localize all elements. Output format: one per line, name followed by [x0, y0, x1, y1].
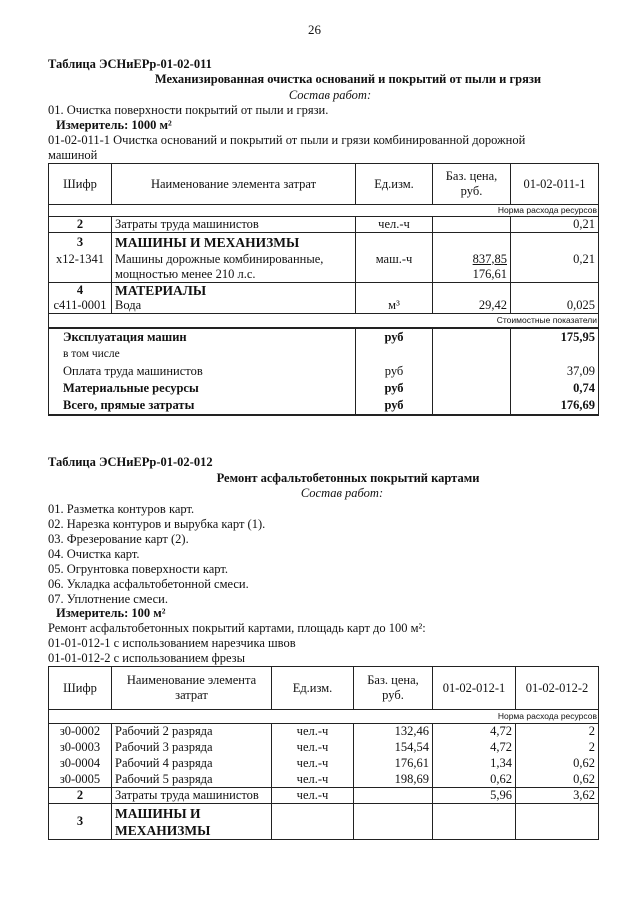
row-value2: 2 [516, 724, 599, 740]
table2-measure: Измеритель: 100 м² [56, 606, 166, 620]
row-value2: 2 [516, 740, 599, 756]
table2-works-heading: Состав работ: [300, 486, 384, 500]
row-name: Затраты труда машинистов [112, 217, 356, 233]
summary-name: в том числе [49, 346, 356, 363]
row-value1: 0,62 [433, 772, 516, 788]
table2-work-item: 06. Укладка асфальтобетонной смеси. [48, 577, 249, 591]
table-row [49, 740, 599, 756]
row-price [354, 788, 433, 804]
page-number: 26 [308, 22, 321, 37]
table1-works-heading: Состав работ: [288, 88, 372, 102]
header-name: Наименование элемента затрат [112, 667, 272, 710]
table-row [49, 217, 599, 233]
table1-title: Механизированная очистка оснований и покрытий от пыли и грязи [154, 72, 542, 86]
table2-work-item: 03. Фрезерование карт (2). [48, 532, 189, 546]
row-value2: 0,62 [516, 772, 599, 788]
row-price [433, 217, 511, 233]
section-title: МАШИНЫ И МЕХАНИЗМЫ [112, 233, 356, 252]
row-unit: чел.-ч [272, 756, 354, 772]
row-code: с411-0001 [49, 298, 112, 314]
summary-value: 175,95 [511, 328, 599, 346]
table-row [49, 282, 599, 298]
summary-name: Оплата труда машинистов [49, 363, 356, 380]
table2-header-row [49, 667, 599, 710]
cost-label-row [49, 314, 599, 329]
header-code: Шифр [49, 164, 112, 205]
row-code: 3 [49, 233, 112, 252]
table-row [49, 724, 599, 740]
table-row [49, 788, 599, 804]
table2-description: Ремонт асфальтобетонных покрытий картами, площадь карт до 100 м²: [48, 621, 426, 635]
row-value2: 3,62 [516, 788, 599, 804]
summary-name: Всего, прямые затраты [49, 397, 356, 415]
row-value1: 4,72 [433, 724, 516, 740]
table-row [49, 298, 599, 314]
row-code: з0-0003 [49, 740, 112, 756]
table2-work-item: 07. Уплотнение смеси. [48, 592, 168, 606]
row-price: 837,85 176,61 [433, 252, 511, 283]
row-value1: 4,72 [433, 740, 516, 756]
table2-work-item: 02. Нарезка контуров и вырубка карт (1). [48, 517, 266, 531]
row-unit: чел.-ч [272, 788, 354, 804]
summary-row [49, 346, 599, 363]
row-unit: чел.-ч [272, 724, 354, 740]
row-name: Машины дорожные комбинированные, мощностью менее 210 л.с. [112, 252, 356, 283]
summary-unit: руб [356, 328, 433, 346]
row-price: 132,46 [354, 724, 433, 740]
summary-row [49, 363, 599, 380]
summary-unit: руб [356, 380, 433, 397]
summary-row [49, 397, 599, 415]
norm-label-row [49, 205, 599, 217]
row-price: 29,42 [433, 298, 511, 314]
table-row [49, 772, 599, 788]
row-value1: 1,34 [433, 756, 516, 772]
row-value: 0,025 [511, 298, 599, 314]
row-name: Рабочий 3 разряда [112, 740, 272, 756]
table1-description-cont: машиной [48, 148, 98, 162]
section-title: МАШИНЫ И МЕХАНИЗМЫ [112, 804, 272, 840]
summary-unit: руб [356, 363, 433, 380]
row-code: 3 [49, 804, 112, 840]
header-col1: 01-02-012-1 [433, 667, 516, 710]
cost-label: Стоимостные показатели [49, 314, 599, 329]
row-code: 4 [49, 282, 112, 298]
norm-label: Норма расхода ресурсов [49, 710, 599, 724]
header-unit: Ед.изм. [272, 667, 354, 710]
row-value: 0,21 [511, 252, 599, 283]
table1-description: 01-02-011-1 Очистка оснований и покрытий от пыли и грязи комбинированной дорожной [48, 133, 526, 147]
header-col2: 01-02-012-2 [516, 667, 599, 710]
row-value: 0,21 [511, 217, 599, 233]
row-price: 176,61 [354, 756, 433, 772]
norm-label: Норма расхода ресурсов [49, 205, 599, 217]
table2-variant: 01-01-012-2 с использованием фрезы [48, 651, 245, 665]
row-code: х12-1341 [49, 252, 112, 283]
header-price: Баз. цена, руб. [433, 164, 511, 205]
header-name: Наименование элемента затрат [112, 164, 356, 205]
table2-title: Ремонт асфальтобетонных покрытий картами [216, 471, 480, 485]
summary-unit: руб [356, 397, 433, 415]
row-value1: 5,96 [433, 788, 516, 804]
summary-name: Эксплуатация машин [49, 328, 356, 346]
table-row [49, 252, 599, 283]
summary-row [49, 380, 599, 397]
table1 [48, 163, 599, 416]
table2-work-item: 04. Очистка карт. [48, 547, 140, 561]
table2-variant: 01-01-012-1 с использованием нарезчика швов [48, 636, 296, 650]
norm-label-row [49, 710, 599, 724]
table2-work-item: 05. Огрунтовка поверхности карт. [48, 562, 228, 576]
row-unit: м³ [356, 298, 433, 314]
row-name: Затраты труда машинистов [112, 788, 272, 804]
row-unit: чел.-ч [272, 740, 354, 756]
table-row [49, 756, 599, 772]
table1-label: Таблица ЭСНиЕРр-01-02-011 [48, 57, 212, 71]
table-row [49, 233, 599, 252]
summary-name: Материальные ресурсы [49, 380, 356, 397]
row-unit: чел.-ч [272, 772, 354, 788]
table1-work-item: 01. Очистка поверхности покрытий от пыли и грязи. [48, 103, 329, 117]
header-col1: 01-02-011-1 [511, 164, 599, 205]
row-unit: чел.-ч [356, 217, 433, 233]
row-code: з0-0005 [49, 772, 112, 788]
table2 [48, 666, 599, 840]
table1-header-row [49, 164, 599, 205]
row-value2: 0,62 [516, 756, 599, 772]
table2-work-item: 01. Разметка контуров карт. [48, 502, 195, 516]
summary-value: 37,09 [511, 363, 599, 380]
row-name: Рабочий 2 разряда [112, 724, 272, 740]
row-unit: маш.-ч [356, 252, 433, 283]
summary-row [49, 328, 599, 346]
header-unit: Ед.изм. [356, 164, 433, 205]
table1-measure: Измеритель: 1000 м² [56, 118, 172, 132]
row-code: 2 [49, 217, 112, 233]
row-price: 198,69 [354, 772, 433, 788]
row-code: з0-0004 [49, 756, 112, 772]
table-row [49, 804, 599, 840]
row-name: Рабочий 5 разряда [112, 772, 272, 788]
header-code: Шифр [49, 667, 112, 710]
row-code: 2 [49, 788, 112, 804]
section-title: МАТЕРИАЛЫ [112, 282, 356, 298]
summary-value: 0,74 [511, 380, 599, 397]
row-code: з0-0002 [49, 724, 112, 740]
header-price: Баз. цена, руб. [354, 667, 433, 710]
summary-value: 176,69 [511, 397, 599, 415]
row-price: 154,54 [354, 740, 433, 756]
row-name: Вода [112, 298, 356, 314]
table2-label: Таблица ЭСНиЕРр-01-02-012 [48, 455, 213, 469]
row-name: Рабочий 4 разряда [112, 756, 272, 772]
